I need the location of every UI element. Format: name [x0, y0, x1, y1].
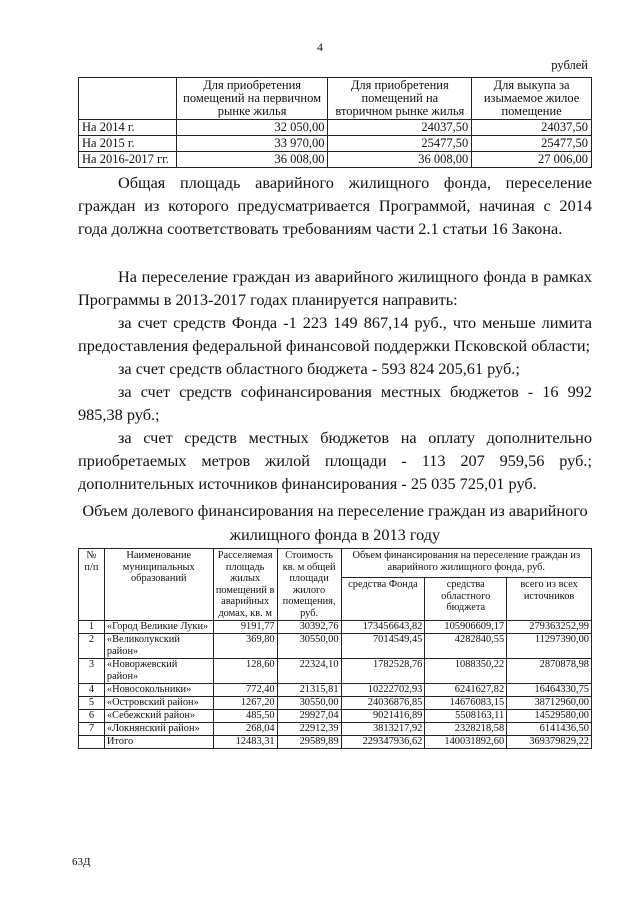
area-value: 128,60 [213, 659, 277, 684]
area-total: 12483,31 [213, 736, 277, 749]
price-value: 30392,76 [277, 621, 341, 634]
paragraph-local-budget-amount: за счет средств местных бюджетов на оплату дополнительно приобретаемых метров жилой площади - 113 207 959,56 руб.; дополнительных источников финансирования - 25 035 725,01 руб. [78, 428, 592, 493]
table-row [79, 136, 592, 152]
price-value: 30550,00 [277, 697, 341, 710]
body-text [78, 171, 592, 240]
area-value: 268,04 [213, 723, 277, 736]
price-value: 22324,10 [277, 659, 341, 684]
table-row [79, 659, 592, 684]
financing-table [78, 548, 592, 749]
price-value: 30550,00 [277, 634, 341, 659]
total-value: 11297390,00 [507, 634, 592, 659]
row-number: 7 [79, 723, 105, 736]
fund-value: 173456643,82 [341, 621, 425, 634]
table-row [79, 723, 592, 736]
price-value: 22912,39 [277, 723, 341, 736]
totals-label: Итого [104, 736, 213, 749]
area-value: 9191,77 [213, 621, 277, 634]
price-value: 29927,04 [277, 710, 341, 723]
regional-value: 105906609,17 [425, 621, 507, 634]
price-per-sqm-table [78, 77, 592, 168]
column-header-area: Расселяемая площадь жилых помещений в аварийных домах, кв. м [213, 549, 277, 621]
regional-value: 5508163,11 [425, 710, 507, 723]
paragraph-funding-intro: На переселение граждан из аварийного жилищного фонда в рамках Программы в 2013-2017 годах планируется направить: [78, 267, 592, 309]
fund-value: 9021416,89 [341, 710, 425, 723]
regional-value: 1088350,22 [425, 659, 507, 684]
fund-total: 229347936,62 [341, 736, 425, 749]
table-row [79, 120, 592, 136]
secondary-market-price: 24037,50 [328, 120, 472, 136]
primary-market-price: 36 008,00 [176, 152, 328, 168]
column-header-fund: средства Фонда [341, 578, 425, 621]
primary-market-price: 33 970,00 [176, 136, 328, 152]
municipality-name: «Новосокольники» [104, 684, 213, 697]
area-value: 1267,20 [213, 697, 277, 710]
currency-note: рублей [551, 58, 588, 72]
section-heading: Объем долевого финансирования на переселение граждан из аварийного жилищного фонда в 2013 году [82, 501, 588, 544]
area-value: 772,40 [213, 684, 277, 697]
municipality-name: «Островский район» [104, 697, 213, 710]
municipality-name: «Новоржевский район» [104, 659, 213, 684]
row-number [79, 736, 105, 749]
table-row [79, 697, 592, 710]
footer-code: 63Д [72, 856, 91, 868]
regional-value: 6241627,82 [425, 684, 507, 697]
column-header-total: всего из всех источников [507, 578, 592, 621]
column-header [79, 78, 177, 120]
municipality-name: «Себежский район» [104, 710, 213, 723]
regional-value: 4282840,55 [425, 634, 507, 659]
row-label: На 2015 г. [79, 136, 177, 152]
column-header: Для приобретения помещений на вторичном рынке жилья [328, 78, 472, 120]
row-number: 2 [79, 634, 105, 659]
column-header-num: № п/п [79, 549, 105, 621]
row-number: 6 [79, 710, 105, 723]
column-header-volume: Объем финансирования на переселение граждан из аварийного жилищного фонда, руб. [341, 549, 591, 578]
buyout-price: 27 006,00 [472, 152, 592, 168]
total-value: 279363252,99 [507, 621, 592, 634]
column-header-regional: средства областного бюджета [425, 578, 507, 621]
buyout-price: 25477,50 [472, 136, 592, 152]
table-totals-row [79, 736, 592, 749]
area-value: 485,50 [213, 710, 277, 723]
price-average: 29589,89 [277, 736, 341, 749]
fund-value: 7014549,45 [341, 634, 425, 659]
secondary-market-price: 25477,50 [328, 136, 472, 152]
column-header: Для приобретения помещений на первичном рынке жилья [176, 78, 328, 120]
paragraph-cofinancing-amount: за счет средств софинансирования местных бюджетов - 16 992 985,38 руб.; [78, 382, 592, 424]
page-number: 4 [317, 40, 323, 54]
municipality-name: «Город Великие Луки» [104, 621, 213, 634]
buyout-price: 24037,50 [472, 120, 592, 136]
fund-value: 10222702,93 [341, 684, 425, 697]
paragraph-area-requirement: Общая площадь аварийного жилищного фонда, переселение граждан из которого предусматривается Программой, начиная с 2014 года должна соответствовать требованиям части 2.1 статьи 16 Закона. [78, 173, 592, 238]
grand-total: 369379829,22 [507, 736, 592, 749]
table-row [79, 684, 592, 697]
column-header: Для выкупа за изымаемое жилое помещение [472, 78, 592, 120]
total-value: 14529580,00 [507, 710, 592, 723]
row-number: 3 [79, 659, 105, 684]
regional-value: 14676083,15 [425, 697, 507, 710]
fund-value: 1782528,76 [341, 659, 425, 684]
table-row [79, 621, 592, 634]
row-label: На 2014 г. [79, 120, 177, 136]
row-number: 5 [79, 697, 105, 710]
table-header-row [79, 549, 592, 578]
regional-value: 2328218,58 [425, 723, 507, 736]
total-value: 6141436,50 [507, 723, 592, 736]
fund-value: 24036876,85 [341, 697, 425, 710]
paragraph-fund-amount: за счет средств Фонда -1 223 149 867,14 руб., что меньше лимита предоставления федеральной финансовой поддержки Псковской области; [78, 313, 592, 355]
municipality-name: «Великолукский район» [104, 634, 213, 659]
column-header-price: Стоимость кв. м общей площади жилого помещения, руб. [277, 549, 341, 621]
municipality-name: «Локнянский район» [104, 723, 213, 736]
area-value: 369,80 [213, 634, 277, 659]
total-value: 16464330,75 [507, 684, 592, 697]
price-value: 21315,81 [277, 684, 341, 697]
table-row [79, 634, 592, 659]
paragraph-regional-amount: за счет средств областного бюджета - 593 824 205,61 руб.; [118, 359, 520, 378]
secondary-market-price: 36 008,00 [328, 152, 472, 168]
regional-total: 140031892,60 [425, 736, 507, 749]
table-row [79, 710, 592, 723]
body-text [78, 265, 592, 495]
primary-market-price: 32 050,00 [176, 120, 328, 136]
fund-value: 3813217,92 [341, 723, 425, 736]
total-value: 2870878,98 [507, 659, 592, 684]
row-label: На 2016-2017 гг. [79, 152, 177, 168]
table-row [79, 152, 592, 168]
total-value: 38712960,00 [507, 697, 592, 710]
column-header-municipality: Наименование муниципальных образований [104, 549, 213, 621]
row-number: 1 [79, 621, 105, 634]
table-header-row [79, 78, 592, 120]
row-number: 4 [79, 684, 105, 697]
